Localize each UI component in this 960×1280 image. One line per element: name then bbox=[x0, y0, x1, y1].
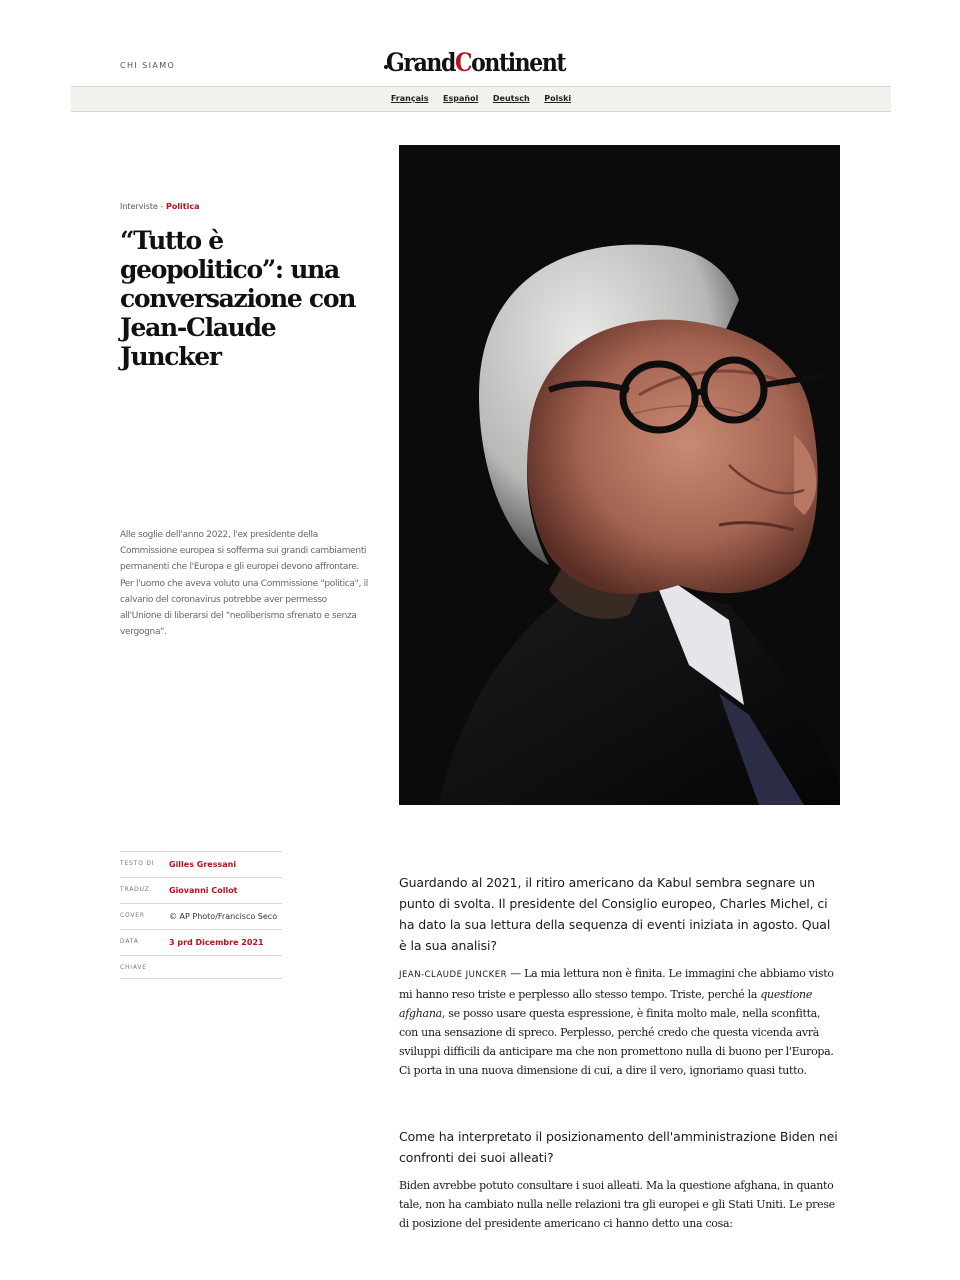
answer-dash: — bbox=[507, 967, 525, 980]
lang-link-polish[interactable]: Polski bbox=[544, 94, 572, 103]
meta-key: TRADUZ. bbox=[120, 886, 153, 893]
kicker-separator: - bbox=[157, 202, 166, 211]
hero-portrait-image bbox=[399, 145, 840, 805]
kicker-type[interactable]: Interviste bbox=[120, 202, 158, 211]
answer-1-part-2: , se posso usare questa espressione, è finita molto male, nella sconfitta, con una sensazione di spreco. Perplesso, perché credo che questa vicenda avrà sviluppi difficili da anticipare ma che non promettono nulla di buono per l'Europa. Ci porta in una nuova dimensione di cui, a dire il vero, ignoriamo quasi tutto. bbox=[399, 1007, 834, 1077]
meta-author-link[interactable]: Gilles Gressani bbox=[169, 860, 237, 869]
meta-date-link[interactable]: 3 prd Dicembre 2021 bbox=[169, 938, 264, 947]
logo-c: C bbox=[454, 48, 472, 77]
meta-row-keywords bbox=[120, 956, 282, 979]
language-links bbox=[71, 94, 891, 103]
meta-key: DATA bbox=[120, 938, 139, 945]
answer-1 bbox=[399, 964, 840, 1080]
article-body-block-1 bbox=[399, 872, 840, 1080]
site-header bbox=[0, 0, 960, 86]
answer-1-part-1: La mia lettura non è finita. Le immagini che abbiamo visto mi hanno reso triste e perplesso allo stesso tempo. Triste, perché la bbox=[399, 967, 834, 1001]
question-2: Come ha interpretato il posizionamento dell'amministrazione Biden nei confronti dei suoi alleati? bbox=[399, 1129, 838, 1165]
article-meta-table bbox=[120, 851, 282, 979]
meta-translator-link[interactable]: Giovanni Collot bbox=[169, 886, 238, 895]
meta-key: COVER bbox=[120, 912, 145, 919]
meta-row-cover bbox=[120, 904, 282, 930]
lang-link-french[interactable]: Français bbox=[390, 94, 429, 103]
language-bar bbox=[71, 86, 891, 112]
lang-link-spanish[interactable]: Español bbox=[443, 94, 479, 103]
answer-1-italic: questione afghana bbox=[399, 988, 813, 1020]
article-body-block-2 bbox=[399, 1126, 840, 1233]
meta-row-date bbox=[120, 930, 282, 956]
site-logo[interactable] bbox=[386, 48, 565, 77]
article-kicker bbox=[120, 202, 200, 211]
meta-keywords bbox=[169, 961, 282, 974]
answer-speaker: JEAN-CLAUDE JUNCKER bbox=[399, 970, 508, 980]
logo-grand: Grand bbox=[386, 48, 455, 77]
portrait-photo-icon bbox=[399, 145, 840, 805]
nav-chi-siamo-link[interactable]: CHI SIAMO bbox=[120, 61, 176, 70]
question-1: Guardando al 2021, il ritiro americano da Kabul sembra segnare un punto di svolta. Il presidente del Consiglio europeo, Charles Michel, ci ha dato la sua lettura della sequenza di eventi iniziata in agosto. Qual è la sua analisi? bbox=[399, 875, 831, 953]
article-lede: Alle soglie dell'anno 2022, l'ex presidente della Commissione europea si sofferma sui grandi cambiamenti permanenti che l'Europa e gli europei devono affrontare. Per l'uomo che aveva voluto una Commissione "politica", il calvario del coronavirus potrebbe aver permesso all'Unione di liberarsi del "neoliberismo sfrenato e senza vergogna". bbox=[120, 530, 368, 638]
meta-key: TESTO DI bbox=[120, 860, 155, 867]
meta-cover-credit: © AP Photo/Francisco Seco bbox=[169, 912, 278, 921]
lang-link-german[interactable]: Deutsch bbox=[492, 94, 530, 103]
meta-key: CHIAVE bbox=[120, 964, 147, 971]
logo-rest: ontinent bbox=[471, 48, 566, 77]
article-title: “Tutto è geopolitico”: una conversazione con Jean-Claude Juncker bbox=[120, 226, 356, 371]
kicker-category[interactable]: Politica bbox=[165, 202, 200, 211]
meta-row-author bbox=[120, 852, 282, 878]
answer-2: Biden avrebbe potuto consultare i suoi alleati. Ma la questione afghana, in quanto tale, non ha cambiato nulla nelle relazioni tra gli europei e gli Stati Uniti. Le prese di posizione del presidente americano ci hanno detto una cosa: bbox=[399, 1179, 835, 1230]
meta-row-translator bbox=[120, 878, 282, 904]
